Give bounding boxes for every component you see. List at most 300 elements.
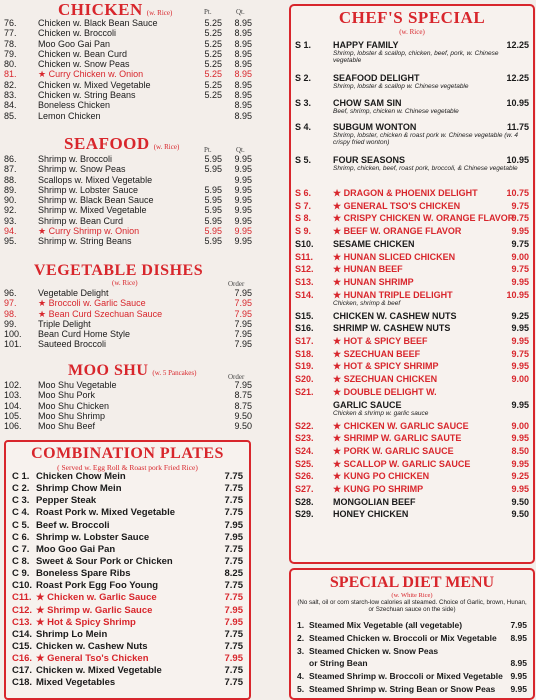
- menu-item-row[interactable]: [4, 329, 252, 339]
- chef-number: S 5.: [295, 155, 312, 165]
- chef-name-text: GENERAL TSO'S CHICKEN: [343, 200, 461, 211]
- menu-item-row[interactable]: [4, 90, 252, 100]
- combo-price: 7.75: [224, 640, 243, 652]
- spicy-star-icon: ★: [333, 361, 342, 372]
- chef-number: S25.: [295, 458, 314, 469]
- item-price: 9.95: [234, 174, 252, 185]
- combo-name-text: Boneless Spare Ribs: [36, 568, 131, 580]
- item-name-text: Shrimp w. Bean Curd: [38, 215, 124, 226]
- combo-item-row[interactable]: [6, 483, 249, 495]
- chef-name: [333, 387, 437, 398]
- item-name: [38, 339, 106, 349]
- item-price-pint: 5.25: [204, 38, 222, 49]
- combo-item-row[interactable]: [6, 520, 249, 532]
- spicy-star-icon: ★: [333, 445, 342, 456]
- item-name-text: Chicken w. Broccoli: [38, 28, 117, 39]
- spicy-star-icon: ★: [333, 213, 342, 224]
- item-name-text: Chicken w. String Beans: [38, 90, 136, 101]
- chef-name: [333, 374, 437, 385]
- diet-note: (No salt, oil or corn starch-low calories all steamed. Choice of Garlic, brown, Hunan, or Szechuan sauce on the side): [297, 599, 527, 613]
- chef-number: S 4.: [295, 122, 312, 132]
- combo-sub: ( Served w. Egg Roll & Roast pork Fried Rice): [57, 463, 198, 472]
- chef-item-row[interactable]: [295, 40, 529, 73]
- item-number: 89.: [4, 184, 17, 195]
- chef-price: 9.95: [511, 276, 529, 287]
- combo-name: [36, 520, 110, 532]
- chef-name: [333, 459, 470, 470]
- chef-item-row[interactable]: [295, 122, 529, 155]
- chef-name: [333, 213, 514, 224]
- chef-number: S 8.: [295, 213, 312, 224]
- combo-price: 7.75: [224, 555, 243, 567]
- spicy-star-icon: ★: [333, 374, 342, 385]
- menu-item-row[interactable]: [4, 18, 252, 28]
- spicy-star-icon: ★: [333, 348, 342, 359]
- combo-item-row[interactable]: [6, 677, 249, 689]
- chef-name-text: DRAGON & PHOENIX DELIGHT: [343, 188, 478, 198]
- item-name-text: Moo Shu Shrimp: [38, 410, 106, 421]
- menu-item-row[interactable]: [4, 319, 252, 329]
- item-price: 9.95: [234, 195, 252, 206]
- item-number: 93.: [4, 215, 17, 226]
- combo-name: [36, 665, 162, 677]
- combo-item-row[interactable]: [6, 617, 249, 629]
- veg-order-header: Order: [228, 280, 245, 288]
- chef-description: Chicken & shrimp w. garlic sauce: [333, 409, 429, 417]
- menu-item-row[interactable]: [4, 185, 252, 195]
- chef-item-row[interactable]: [295, 361, 529, 374]
- veg-title: VEGETABLE DISHES: [34, 262, 204, 279]
- chef-item-row[interactable]: [295, 349, 529, 362]
- combo-name-text: Beef w. Broccoli: [36, 519, 110, 531]
- combo-name: [36, 580, 158, 592]
- combo-name-text: Mixed Vegetables: [36, 677, 116, 689]
- diet-number: 4.: [297, 671, 305, 682]
- menu-item-row[interactable]: [4, 164, 252, 174]
- item-name-text: Moo Shu Pork: [38, 390, 96, 401]
- chef-price: 9.95: [511, 458, 529, 469]
- menu-item-row[interactable]: [4, 69, 252, 79]
- chef-item-row[interactable]: [295, 433, 529, 446]
- chef-number: S13.: [295, 276, 314, 287]
- chef-number: S27.: [295, 484, 314, 494]
- chef-item-row[interactable]: [295, 213, 529, 226]
- combo-item-row[interactable]: [6, 641, 249, 653]
- item-name: [38, 298, 146, 308]
- chef-name: [333, 239, 415, 249]
- item-name: [38, 329, 130, 339]
- spicy-star-icon: ★: [333, 484, 342, 494]
- combo-item-row[interactable]: [6, 471, 249, 483]
- spicy-star-icon: ★: [36, 604, 45, 616]
- chef-item-row[interactable]: [295, 446, 529, 459]
- spicy-star-icon: ★: [38, 69, 47, 80]
- combo-number: C 9.: [12, 568, 30, 580]
- chef-name: [333, 264, 403, 275]
- chef-number: S20.: [295, 374, 314, 385]
- combo-price: 8.25: [224, 568, 243, 580]
- chicken-pt-header: Pt.: [204, 8, 212, 16]
- combo-item-row[interactable]: [6, 580, 249, 592]
- chef-item-row[interactable]: [295, 226, 529, 239]
- item-price: 9.95: [234, 164, 252, 175]
- chef-item-row[interactable]: [295, 239, 529, 252]
- chef-item-row[interactable]: [295, 323, 529, 336]
- item-name: [38, 288, 109, 298]
- menu-item-row[interactable]: [4, 59, 252, 69]
- combo-number: C 3.: [12, 495, 30, 507]
- menu-item-row[interactable]: [4, 28, 252, 38]
- chef-name: [333, 446, 454, 457]
- item-number: 102.: [4, 380, 22, 390]
- combo-price: 7.75: [224, 543, 243, 555]
- diet-name: Steamed Chicken w. Snow Peas: [309, 645, 439, 656]
- combo-item-row[interactable]: [6, 605, 249, 617]
- menu-item-row[interactable]: [4, 100, 252, 110]
- diet-number: 1.: [297, 620, 305, 630]
- chef-item-row[interactable]: [295, 484, 529, 497]
- item-price: 7.95: [234, 298, 252, 309]
- menu-item-row[interactable]: [4, 380, 252, 390]
- chef-name-text: CHICKEN W. CASHEW NUTS: [333, 310, 457, 321]
- item-price: 7.95: [234, 288, 252, 298]
- chef-name-text: SZECHUAN CHICKEN: [343, 374, 438, 385]
- combo-number: C17.: [12, 665, 33, 677]
- item-name: [38, 309, 162, 319]
- chef-item-row[interactable]: [295, 98, 529, 123]
- chef-item-row[interactable]: [295, 387, 529, 400]
- combo-price: 7.75: [224, 471, 243, 482]
- chef-item-row[interactable]: [295, 188, 529, 201]
- chef-price: 9.25: [511, 310, 529, 321]
- seafood-section: [4, 134, 252, 247]
- item-name: [38, 18, 158, 28]
- combo-item-row[interactable]: [6, 653, 249, 665]
- combo-name: [36, 677, 115, 689]
- menu-item-row[interactable]: [4, 175, 252, 185]
- chef-number: S18.: [295, 348, 314, 359]
- item-number: 79.: [4, 48, 17, 59]
- spicy-star-icon: ★: [333, 251, 342, 262]
- chef-price: 9.25: [511, 471, 529, 482]
- menu-item-row[interactable]: [4, 154, 252, 164]
- item-name: [38, 59, 130, 69]
- item-name: [38, 39, 110, 49]
- combo-number: C16.: [12, 653, 33, 665]
- chef-item-row[interactable]: [295, 201, 529, 214]
- chef-name: [333, 311, 457, 321]
- special-diet-box: [289, 568, 535, 700]
- chef-number: S11.: [295, 251, 314, 262]
- chef-item-row[interactable]: [295, 471, 529, 484]
- chef-description: Shrimp, lobster & scallop w. Chinese vegetable: [333, 83, 469, 90]
- chef-name: [333, 155, 405, 165]
- diet-name: Steamed Mix Vegetable (all vegetable): [309, 620, 463, 630]
- diet-number: 3.: [297, 645, 305, 656]
- item-price: 8.95: [234, 69, 252, 80]
- combo-name: [36, 532, 149, 544]
- chef-name: [333, 98, 402, 108]
- menu-item-row[interactable]: [4, 49, 252, 59]
- combo-number: C18.: [12, 677, 33, 689]
- item-name-text: Scallops w. Mixed Vegetable: [38, 174, 153, 185]
- chef-price: 9.50: [511, 509, 529, 520]
- combo-price: 7.75: [224, 592, 243, 604]
- menu-item-row[interactable]: [4, 236, 252, 246]
- spicy-star-icon: ★: [36, 616, 45, 628]
- combo-item-row[interactable]: [6, 629, 249, 641]
- item-price: 7.95: [234, 329, 252, 340]
- combo-item-row[interactable]: [6, 495, 249, 507]
- item-name: [38, 28, 116, 38]
- chef-item-row[interactable]: [295, 311, 529, 324]
- item-number: 85.: [4, 110, 17, 121]
- chef-item-row[interactable]: [295, 336, 529, 349]
- seafood-pt-header: Pt.: [204, 146, 212, 154]
- item-name-text: Chicken w. Bean Curd: [38, 48, 128, 59]
- spicy-star-icon: ★: [333, 226, 342, 237]
- spicy-star-icon: ★: [333, 276, 342, 287]
- combo-number: C 6.: [12, 531, 30, 543]
- item-name: [38, 111, 101, 121]
- item-name-text: Moo Goo Gai Pan: [38, 38, 111, 49]
- item-number: 95.: [4, 236, 17, 247]
- chef-price: 9.95: [511, 226, 529, 237]
- item-price: 9.95: [234, 154, 252, 164]
- chef-name-text: HUNAN SLICED CHICKEN: [343, 251, 456, 262]
- item-name: [38, 205, 147, 215]
- item-number: 81.: [4, 69, 17, 80]
- chef-name: [333, 188, 478, 199]
- chef-price: 9.95: [511, 323, 529, 334]
- combo-price: 7.75: [224, 665, 243, 677]
- chef-number: S26.: [295, 471, 314, 482]
- item-name-text: Curry Shrimp w. Onion: [48, 226, 140, 237]
- menu-item-row[interactable]: [4, 309, 252, 319]
- chef-name-text: CHICKEN W. GARLIC SAUCE: [343, 420, 469, 431]
- menu-item-row[interactable]: [4, 216, 252, 226]
- menu-item-row[interactable]: [4, 411, 252, 421]
- diet-number: 2.: [297, 632, 305, 643]
- menu-item-row[interactable]: [4, 195, 252, 205]
- diet-name: or String Bean: [309, 658, 368, 669]
- item-name: [38, 390, 95, 400]
- item-price: 9.50: [234, 421, 252, 432]
- mooshu-list: [4, 380, 252, 431]
- chef-item-row[interactable]: [295, 509, 529, 522]
- menu-item-row[interactable]: [4, 401, 252, 411]
- spicy-star-icon: ★: [333, 289, 342, 300]
- seafood-list: [4, 154, 252, 247]
- item-price-pint: 5.25: [204, 90, 222, 101]
- item-name: [38, 154, 112, 164]
- combo-item-row[interactable]: [6, 532, 249, 544]
- chef-item-row[interactable]: [295, 459, 529, 472]
- chef-name-text: PORK W. GARLIC SAUCE: [343, 445, 454, 456]
- combo-name: [36, 568, 131, 580]
- item-name-text: Shrimp w. Snow Peas: [38, 164, 126, 175]
- spicy-star-icon: ★: [36, 653, 45, 665]
- chef-name-text: MONGOLIAN BEEF: [333, 496, 416, 507]
- chef-item-row[interactable]: [295, 155, 529, 188]
- menu-item-row[interactable]: [4, 111, 252, 121]
- chef-item-row[interactable]: [295, 421, 529, 434]
- chef-item-row[interactable]: [295, 400, 529, 421]
- item-price: 8.95: [234, 79, 252, 90]
- menu-item-row[interactable]: [4, 80, 252, 90]
- item-name-text: Chicken w. Mixed Vegetable: [38, 79, 151, 90]
- combo-number: C 8.: [12, 555, 30, 567]
- chef-name: [333, 349, 420, 360]
- item-price: 9.95: [234, 226, 252, 237]
- combo-name-text: Shrimp w. Lobster Sauce: [36, 531, 150, 543]
- chef-name: [333, 323, 450, 333]
- item-number: 86.: [4, 154, 17, 164]
- chef-item-row[interactable]: [295, 374, 529, 387]
- item-name-text: Boneless Chicken: [38, 100, 111, 111]
- chef-name-text: HUNAN BEEF: [343, 264, 403, 275]
- item-number: 76.: [4, 18, 17, 28]
- chef-price: 9.75: [511, 348, 529, 359]
- item-number: 78.: [4, 38, 17, 49]
- item-name-text: Lemon Chicken: [38, 110, 101, 121]
- menu-item-row[interactable]: [4, 298, 252, 308]
- menu-item-row[interactable]: [4, 421, 252, 431]
- chef-price: 9.95: [511, 361, 529, 372]
- chef-price: 9.75: [511, 238, 529, 249]
- combo-price: 7.95: [224, 653, 243, 665]
- item-name-text: Shrimp w. Lobster Sauce: [38, 184, 139, 195]
- combo-item-row[interactable]: [6, 665, 249, 677]
- chef-item-row[interactable]: [295, 73, 529, 98]
- chef-item-row[interactable]: [295, 277, 529, 290]
- item-name-text: Curry Chicken w. Onion: [48, 69, 144, 80]
- chef-number: S28.: [295, 496, 314, 507]
- combo-number: C14.: [12, 628, 33, 640]
- item-name-text: Triple Delight: [38, 318, 91, 329]
- combo-item-row[interactable]: [6, 544, 249, 556]
- item-name-text: Sauteed Broccoli: [38, 339, 107, 350]
- combo-list: [6, 471, 249, 690]
- combo-number: C 2.: [12, 483, 30, 495]
- menu-item-row[interactable]: [4, 226, 252, 236]
- combo-item-row[interactable]: [6, 556, 249, 568]
- chef-name: [333, 509, 408, 519]
- item-price: 9.95: [234, 205, 252, 216]
- item-number: 80.: [4, 59, 17, 70]
- item-price-pint: 5.95: [204, 164, 222, 175]
- item-name: [38, 90, 136, 100]
- mooshu-order-header: Order: [228, 373, 245, 381]
- combo-name-text: Shrimp w. Garlic Sauce: [47, 604, 153, 616]
- item-price: 8.95: [234, 28, 252, 39]
- chef-name: [333, 73, 420, 83]
- menu-item-row[interactable]: [4, 288, 252, 298]
- chef-description: Shrimp, lobster & scallop, chicken, beef, pork, w. Chinese vegetable: [333, 50, 499, 64]
- chef-name: [333, 40, 399, 50]
- chef-item-row[interactable]: [295, 290, 529, 311]
- combo-name: [36, 495, 96, 507]
- chef-number: S 2.: [295, 73, 312, 83]
- item-name-text: Chicken w. Snow Peas: [38, 59, 130, 70]
- item-price: 8.95: [234, 59, 252, 70]
- combo-name-text: Hot & Spicy Shrimp: [47, 616, 136, 628]
- menu-item-row[interactable]: [4, 339, 252, 349]
- item-name: [38, 164, 126, 174]
- combo-price: 7.95: [224, 531, 243, 543]
- chef-price: 9.50: [511, 496, 529, 507]
- chef-name-text: HOT & SPICY SHRIMP: [343, 361, 439, 372]
- item-price: 9.95: [234, 236, 252, 247]
- item-price: 8.75: [234, 390, 252, 401]
- chef-name: [333, 400, 402, 410]
- item-price: 8.75: [234, 400, 252, 411]
- chef-item-row[interactable]: [295, 252, 529, 265]
- chicken-section: [4, 0, 252, 121]
- combo-name: [36, 605, 152, 617]
- combo-number: C 5.: [12, 519, 30, 531]
- item-price-pint: 5.95: [204, 184, 222, 195]
- chef-description: Beef, shrimp, chicken w. Chinese vegetable: [333, 107, 459, 115]
- spicy-star-icon: ★: [333, 336, 342, 346]
- combo-name-text: Moo Goo Gai Pan: [36, 543, 116, 555]
- item-price-pint: 5.25: [204, 18, 222, 28]
- combo-item-row[interactable]: [6, 592, 249, 604]
- chef-name-text: GARLIC SAUCE: [333, 399, 402, 410]
- combo-name-text: Roast Pork w. Mixed Vegetable: [36, 507, 176, 519]
- chef-name-text: DOUBLE DELIGHT W.: [343, 386, 437, 397]
- chef-name: [333, 433, 461, 444]
- chef-price: 10.95: [506, 155, 529, 165]
- item-price: 8.95: [234, 100, 252, 111]
- chef-number: S 7.: [295, 200, 312, 211]
- combo-name: [36, 544, 115, 556]
- chef-item-row[interactable]: [295, 264, 529, 277]
- item-price: 7.95: [234, 308, 252, 319]
- menu-item-row[interactable]: [4, 390, 252, 400]
- chef-item-row[interactable]: [295, 497, 529, 510]
- chef-name: [333, 497, 416, 507]
- chef-description: Shrimp, lobster, chicken & roast pork w. Chinese vegetable (w. 4 crispy fried wonton): [333, 132, 518, 146]
- spicy-star-icon: ★: [333, 386, 342, 397]
- item-name-text: Shrimp w. Broccoli: [38, 154, 113, 164]
- item-number: 83.: [4, 90, 17, 101]
- menu-item-row[interactable]: [4, 39, 252, 49]
- chef-name-text: SHRIMP W. CASHEW NUTS: [333, 323, 451, 334]
- menu-item-row[interactable]: [4, 205, 252, 215]
- item-price-pint: 5.25: [204, 69, 222, 80]
- item-name: [38, 195, 154, 205]
- item-number: 103.: [4, 390, 22, 401]
- spicy-star-icon: ★: [333, 420, 342, 431]
- chef-name: [333, 201, 460, 212]
- combo-price: 7.95: [224, 616, 243, 628]
- spicy-star-icon: ★: [333, 433, 342, 444]
- item-price-pint: 5.25: [204, 79, 222, 90]
- combo-name: [36, 483, 122, 495]
- item-number: 101.: [4, 339, 22, 350]
- item-name: [38, 185, 138, 195]
- combo-item-row[interactable]: [6, 568, 249, 580]
- chef-number: S21.: [295, 386, 314, 397]
- combo-price: 7.95: [224, 519, 243, 531]
- chef-price: 9.00: [511, 251, 529, 262]
- diet-name: Steamed Shrimp w. String Bean or Snow Peas: [309, 684, 496, 694]
- combo-item-row[interactable]: [6, 507, 249, 519]
- chef-name-text: FOUR SEASONS: [333, 155, 406, 165]
- diet-price: 8.95: [510, 632, 527, 643]
- chef-name-text: CHOW SAM SIN: [333, 97, 402, 108]
